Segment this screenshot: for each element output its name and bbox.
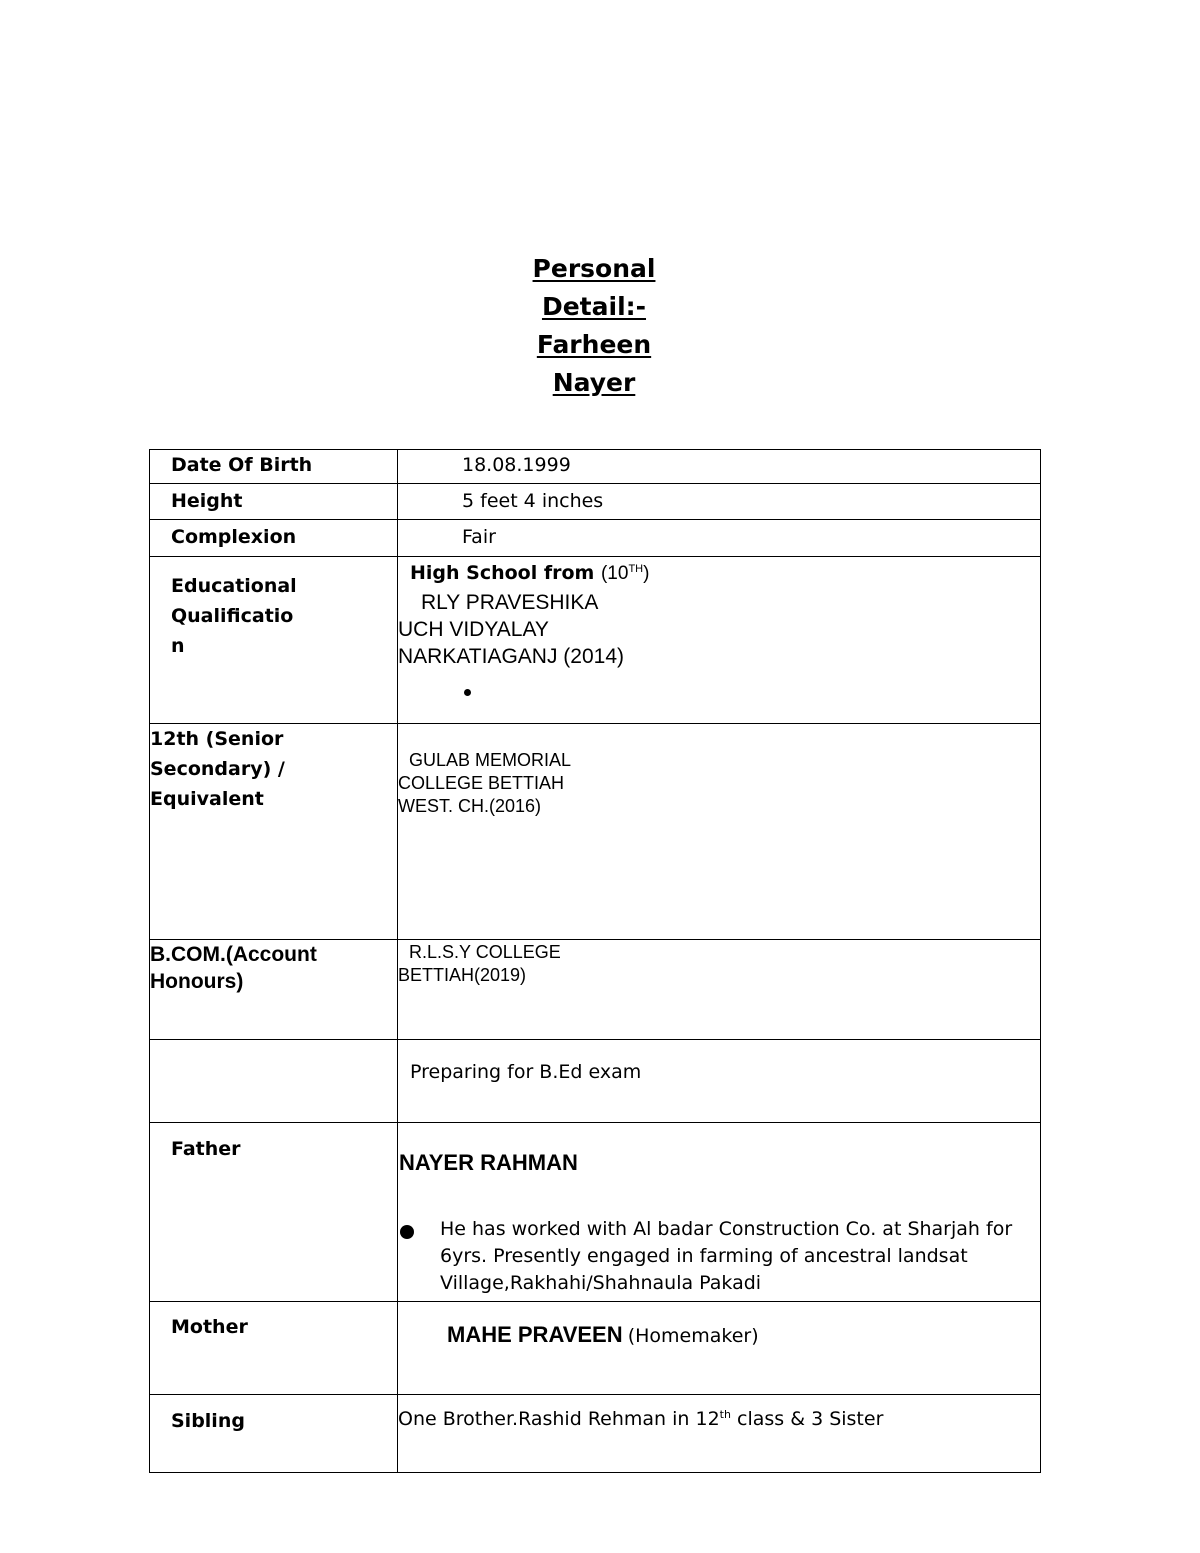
education-line-1: High School from: [410, 562, 601, 584]
education-value: [398, 557, 1040, 670]
sibling-value: [398, 1395, 1040, 1434]
education-line-4: NARKATIAGANJ (2014): [398, 645, 625, 668]
empty-bullet-dot: [464, 689, 471, 696]
senior-value: [398, 724, 1040, 818]
senior-label-line: Secondary) /: [150, 758, 285, 780]
mother-name: MAHE PRAVEEN: [447, 1322, 623, 1347]
sibling-sup: th: [719, 1408, 731, 1421]
senior-line-3: WEST. CH.(2016): [398, 796, 542, 816]
education-grade-close: ): [643, 563, 650, 584]
personal-detail-table: [149, 449, 1041, 1473]
senior-label-line: 12th (Senior: [150, 728, 284, 750]
father-label: Father: [171, 1138, 241, 1160]
education-line-2: RLY PRAVESHIKA: [421, 591, 599, 614]
education-grade-sup: TH: [628, 563, 644, 575]
title-line-3: Farheen: [536, 330, 652, 359]
mother-label: Mother: [171, 1316, 248, 1338]
bcom-value: [398, 940, 1040, 987]
bcom-line-2: BETTIAH(2019): [398, 965, 527, 985]
education-label-line: n: [171, 635, 185, 657]
title-line-4: Nayer: [552, 368, 636, 397]
table-row-height: [150, 484, 1041, 520]
senior-label-line: Equivalent: [150, 788, 264, 810]
senior-label: [150, 724, 397, 814]
complexion-label: Complexion: [171, 526, 297, 548]
height-value: 5 feet 4 inches: [462, 490, 604, 512]
bcom-label: [150, 940, 397, 995]
dob-value: 18.08.1999: [462, 454, 571, 476]
education-label-line: Qualificatio: [171, 605, 294, 627]
senior-line-2: COLLEGE BETTIAH: [398, 773, 565, 793]
mother-note: (Homemaker): [627, 1325, 759, 1347]
table-row-senior-secondary: [150, 724, 1041, 940]
table-row-education: [150, 557, 1041, 724]
dob-label: Date Of Birth: [171, 454, 313, 476]
sibling-label: Sibling: [171, 1410, 245, 1432]
height-label: Height: [171, 490, 243, 512]
mother-value: [398, 1302, 1040, 1352]
bcom-label-line: Honours): [150, 970, 244, 993]
list-item: [398, 1216, 1020, 1297]
senior-line-1: GULAB MEMORIAL: [409, 750, 572, 770]
father-details-list: [398, 1216, 1040, 1297]
title-line-1: Personal: [532, 254, 656, 283]
sibling-text-end: class & 3 Sister: [730, 1408, 884, 1430]
complexion-value: Fair: [462, 526, 496, 548]
education-label-line: Educational: [171, 575, 297, 597]
father-detail: He has worked with Al badar Construction Co. at Sharjah for 6yrs. Presently engaged in farming of ancestral landsat Village,Rakhahi/Shahnaula Pakadi: [440, 1218, 1013, 1294]
sibling-text: One Brother.Rashid Rehman in 12: [398, 1408, 720, 1430]
table-row-dob: [150, 450, 1041, 484]
title-line-2: Detail:-: [541, 292, 647, 321]
table-row-bcom: [150, 940, 1041, 1040]
table-row-complexion: [150, 520, 1041, 557]
table-row-father: [150, 1123, 1041, 1302]
table-row-bed: [150, 1040, 1041, 1123]
education-grade-open: (10: [600, 563, 629, 584]
table-row-mother: [150, 1302, 1041, 1395]
bcom-label-line: B.COM.(Account: [150, 943, 317, 966]
bullet-dot: [400, 1225, 414, 1239]
education-line-3: UCH VIDYALAY: [398, 618, 549, 641]
bcom-line-1: R.L.S.Y COLLEGE: [409, 942, 561, 962]
education-label: [150, 557, 397, 661]
bed-value: Preparing for B.Ed exam: [410, 1061, 642, 1083]
page-title: [0, 250, 1188, 402]
father-name: NAYER RAHMAN: [399, 1150, 578, 1175]
table-row-sibling: [150, 1395, 1041, 1473]
